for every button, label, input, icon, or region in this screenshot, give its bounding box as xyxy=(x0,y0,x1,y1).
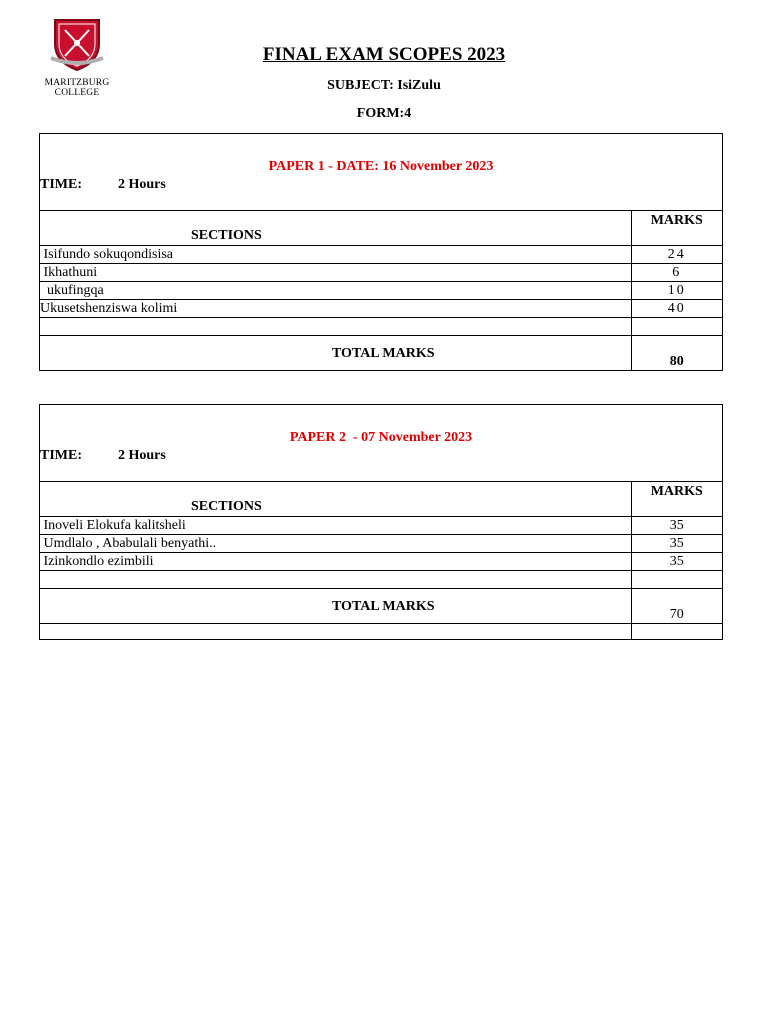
section-cell: Inoveli Elokufa kalitsheli xyxy=(40,516,631,534)
marks-cell: 6 xyxy=(631,263,722,281)
paper1-header xyxy=(40,134,722,211)
marks-cell: 35 xyxy=(631,552,722,570)
table-row xyxy=(40,534,722,552)
total-value-cell xyxy=(631,335,722,370)
sections-header-cell xyxy=(40,211,631,245)
total-label-cell xyxy=(40,588,631,623)
sections-header: SECTIONS xyxy=(191,228,262,243)
paper2-time-value: 2 Hours xyxy=(118,448,166,463)
marks-header-cell xyxy=(631,211,722,245)
empty-cell xyxy=(631,317,722,335)
table-row xyxy=(40,516,722,534)
marks-header: MARKS xyxy=(650,213,703,228)
paper1-title: PAPER 1 - DATE: 16 November 2023 xyxy=(268,159,494,174)
school-name-line2: COLLEGE xyxy=(54,88,100,98)
total-value: 80 xyxy=(669,353,684,369)
total-row xyxy=(40,588,722,623)
school-name-line1: MARITZBURG xyxy=(44,78,110,88)
paper2-header-row xyxy=(40,482,722,516)
page-title: FINAL EXAM SCOPES 2023 xyxy=(262,44,506,65)
marks-cell: 10 xyxy=(631,281,722,299)
marks-cell: 35 xyxy=(631,516,722,534)
empty-row xyxy=(40,317,722,335)
paper2-title: PAPER 2 - 07 November 2023 xyxy=(289,430,473,445)
paper2-box xyxy=(39,404,723,640)
marks-cell: 40 xyxy=(631,299,722,317)
table-row xyxy=(40,263,722,281)
section-cell: Isifundo sokuqondisisa xyxy=(40,245,631,263)
sections-header: SECTIONS xyxy=(191,499,262,514)
marks-cell: 24 xyxy=(631,245,722,263)
empty-cell xyxy=(40,317,631,335)
total-value: 70 xyxy=(669,606,684,622)
paper2-table xyxy=(40,482,722,639)
marks-header: MARKS xyxy=(650,484,703,499)
paper2-header xyxy=(40,405,722,482)
empty-row xyxy=(40,623,722,639)
paper2-time-label: TIME: xyxy=(40,448,82,463)
total-value-cell xyxy=(631,588,722,623)
empty-cell xyxy=(40,623,631,639)
form-line: FORM:4 xyxy=(356,106,412,121)
sections-header-cell xyxy=(40,482,631,516)
paper1-header-row xyxy=(40,211,722,245)
table-row xyxy=(40,552,722,570)
section-cell: Umdlalo , Ababulali benyathi.. xyxy=(40,534,631,552)
empty-cell xyxy=(631,623,722,639)
paper1-time-label: TIME: xyxy=(40,177,82,192)
empty-cell xyxy=(40,570,631,588)
paper1-box xyxy=(39,133,723,371)
table-row xyxy=(40,281,722,299)
subject-line: SUBJECT: IsiZulu xyxy=(327,78,441,93)
section-cell: Izinkondlo ezimbili xyxy=(40,552,631,570)
paper1-table xyxy=(40,211,722,370)
total-label: TOTAL MARKS xyxy=(331,598,435,614)
empty-row xyxy=(40,570,722,588)
total-label-cell xyxy=(40,335,631,370)
marks-cell: 35 xyxy=(631,534,722,552)
section-cell: Ukusetshenziswa kolimi xyxy=(40,299,631,317)
total-label: TOTAL MARKS xyxy=(331,345,435,361)
total-row xyxy=(40,335,722,370)
marks-header-cell xyxy=(631,482,722,516)
section-cell: ukufingqa xyxy=(40,281,631,299)
table-row xyxy=(40,245,722,263)
table-row xyxy=(40,299,722,317)
empty-cell xyxy=(631,570,722,588)
section-cell: Ikhathuni xyxy=(40,263,631,281)
paper1-time-value: 2 Hours xyxy=(118,177,166,192)
